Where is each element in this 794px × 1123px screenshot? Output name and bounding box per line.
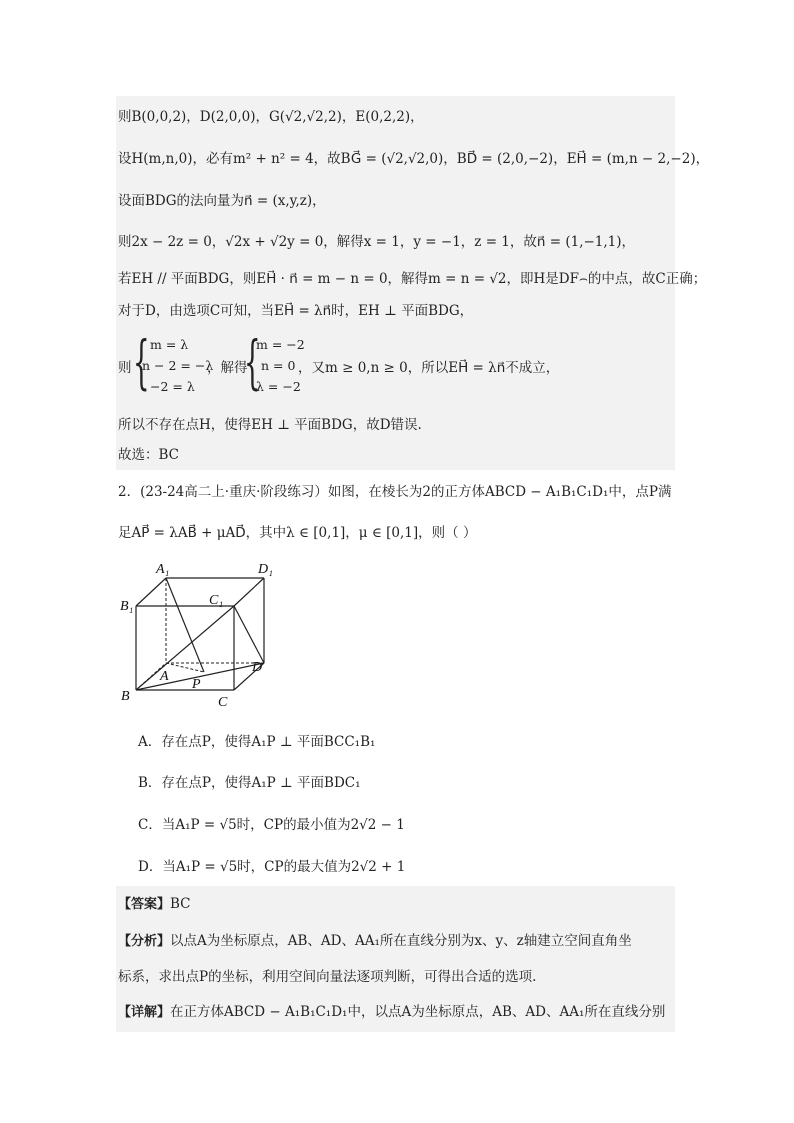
solution-line-9: 故选：BC <box>118 447 180 463</box>
solution-line-7-suffix: ，又m ≥ 0,n ≥ 0，所以EH⃗ = λn⃗不成立， <box>298 360 560 376</box>
solution-line-4: 则2x − 2z = 0，√2x + √2y = 0，解得x = 1，y = −1，z = 1，故n⃗ = (1,−1,1)， <box>118 234 636 250</box>
system-2-row-2: n = 0 <box>261 358 296 373</box>
system-1-row-2: n − 2 = −λ <box>142 358 214 373</box>
analysis-label: 【分析】 <box>118 934 171 949</box>
answer-value: BC <box>170 896 191 912</box>
option-d: D．当A₁P = √5时，CP的最大值为2√2 + 1 <box>138 859 406 875</box>
solution-line-8: 所以不存在点H，使得EH ⊥ 平面BDG，故D错误. <box>118 417 422 433</box>
label-p: P <box>192 677 201 692</box>
edge-d1-c1 <box>234 578 264 606</box>
segment-c1-d <box>234 606 264 663</box>
answer-label: 【答案】 <box>118 897 171 912</box>
solution-line-2: 设H(m,n,0)，必有m² + n² = 4，故BG⃗ = (√2,√2,0)，BD⃗ = (2,0,−2)，EH⃗ = (m,n − 2,−2)， <box>118 151 710 167</box>
segment-a1-p <box>166 578 204 672</box>
analysis-line-1 <box>118 932 632 951</box>
system-1-row-1: m = λ <box>150 337 189 352</box>
detail-line-1 <box>118 1003 665 1022</box>
option-b: B．存在点P，使得A₁P ⊥ 平面BDC₁ <box>138 775 361 791</box>
system-brace-1: { <box>133 328 150 396</box>
label-a: A <box>160 669 169 684</box>
system-brace-2: { <box>244 328 261 396</box>
label-a1: A₁ <box>156 562 170 577</box>
edge-a1-b1 <box>136 578 166 606</box>
solution-line-6: 对于D，由选项C可知，当EH⃗ = λn⃗时，EH ⊥ 平面BDG， <box>118 303 474 319</box>
segment-a-p <box>166 663 204 672</box>
answer-line <box>118 895 191 914</box>
system-2-row-1: m = −2 <box>256 337 305 352</box>
problem-stem-line-2: 足AP⃗ = λAB⃗ + μAD⃗，其中λ ∈ [0,1]，μ ∈ [0,1]，则（ ） <box>118 525 477 541</box>
option-c: C．当A₁P = √5时，CP的最小值为2√2 − 1 <box>138 817 405 833</box>
option-a: A．存在点P，使得A₁P ⊥ 平面BCC₁B₁ <box>138 734 376 750</box>
detail-text-1: 在正方体ABCD − A₁B₁C₁D₁中，以点A为坐标原点，AB、AD、AA₁所在直线分别 <box>170 1004 666 1020</box>
analysis-line-2: 标系，求出点P的坐标，利用空间向量法逐项判断，可得出合适的选项. <box>118 969 537 985</box>
cube-figure <box>112 560 292 710</box>
segment-b-c1 <box>136 606 234 690</box>
solution-line-7-mid: ，解得 <box>207 360 248 376</box>
label-c: C <box>218 695 228 710</box>
label-d: D <box>252 660 263 675</box>
label-c1: C₁ <box>209 593 224 608</box>
solution-line-1: 则B(0,0,2)，D(2,0,0)，G(√2,√2,2)，E(0,2,2)， <box>118 109 424 125</box>
system-1-row-3: −2 = λ <box>150 379 195 394</box>
detail-label: 【详解】 <box>118 1005 171 1020</box>
problem-stem-line-1: 2．(23-24高二上·重庆·阶段练习）如图，在棱长为2的正方体ABCD − A₁B₁C₁D₁中，点P满 <box>118 484 672 500</box>
solution-line-7-prefix: 则 <box>118 360 132 376</box>
label-b: B <box>121 689 130 704</box>
label-d1: D₁ <box>258 562 273 577</box>
analysis-text-1: 以点A为坐标原点，AB、AD、AA₁所在直线分别为x、y、z轴建立空间直角坐 <box>170 933 632 949</box>
label-b1: B₁ <box>120 599 134 614</box>
solution-line-3: 设面BDG的法向量为n⃗ = (x,y,z)， <box>118 193 326 209</box>
system-2-row-3: λ = −2 <box>256 379 301 394</box>
solution-line-5: 若EH // 平面BDG，则EH⃗ · n⃗ = m − n = 0，解得m = n = √2，即H是DF⌢的中点，故C正确； <box>118 271 707 287</box>
